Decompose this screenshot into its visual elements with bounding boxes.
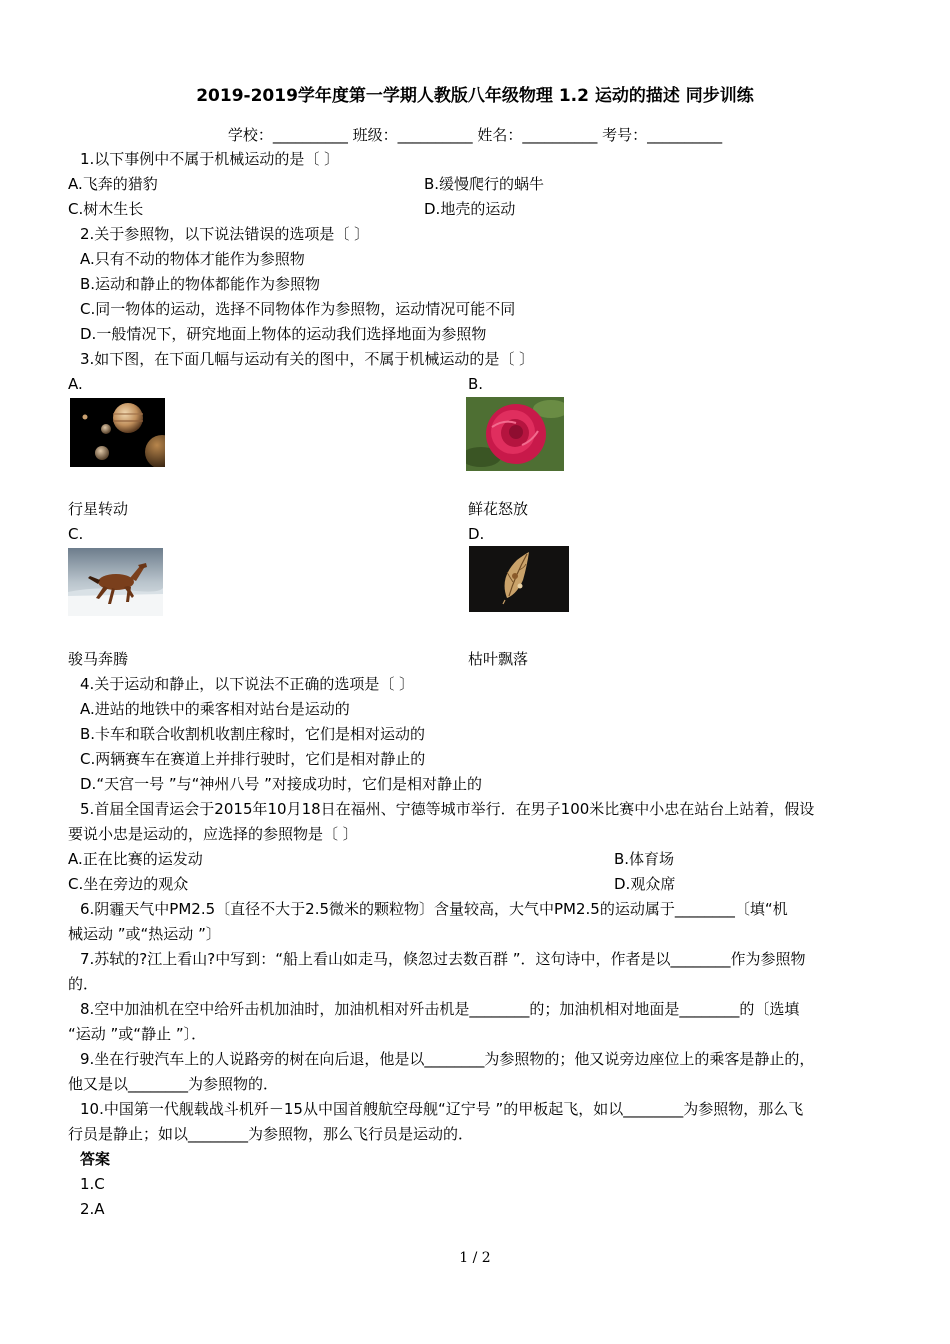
answer-1: 1.C (80, 1175, 105, 1193)
page-title: 2019-2019学年度第一学期人教版八年级物理 1.2 运动的描述 同步训练 (196, 86, 754, 106)
q5-option-a: A.正在比赛的运发动 (68, 850, 203, 868)
q5-stem-line1: 5.首届全国青运会于2015年10月18日在福州、宁德等城市举行．在男子100米比赛中小忠在站台上站着，假设 (80, 800, 815, 818)
q8-line2: “运动 ”或“静止 ”〕． (68, 1025, 207, 1043)
page-number: 1 / 2 (459, 1250, 491, 1266)
q5-option-d: D.观众席 (614, 875, 676, 893)
q3-caption-a: 行星转动 (68, 500, 129, 518)
horse-image (68, 548, 163, 616)
q3-option-c-letter: C. (68, 525, 84, 543)
q2-stem: 2.关于参照物，以下说法错误的选项是〔 〕 (80, 225, 370, 243)
q9-line2: 他又是以________为参照物的． (68, 1075, 279, 1093)
q3-option-d-letter: D. (468, 525, 485, 543)
q6-line1: 6.阴霾天气中PM2.5〔直径不大于2.5微米的颗粒物〕含量较高，大气中PM2.5的运动属于________〔填“机 (80, 900, 788, 918)
q10-line2: 行员是静止；如以________为参照物，那么飞行员是运动的． (68, 1125, 474, 1143)
q3-caption-b: 鲜花怒放 (468, 500, 529, 518)
q3-caption-c: 骏马奔腾 (68, 650, 129, 668)
q7-line2: 的． (68, 975, 99, 993)
q6-line2: 械运动 ”或“热运动 ”〕 (68, 925, 221, 943)
q5-option-b: B.体育场 (614, 850, 675, 868)
q4-option-c: C.两辆赛车在赛道上并排行驶时，它们是相对静止的 (80, 750, 426, 768)
answer-2: 2.A (80, 1200, 105, 1218)
q7-line1: 7.苏轼的?江上看山?中写到：“船上看山如走马，倏忽过去数百群 ”．这句诗中，作者是以________作为参照物 (80, 950, 806, 968)
q3-option-a-letter: A. (68, 375, 83, 393)
q1-option-c: C.树木生长 (68, 200, 144, 218)
q2-option-c: C.同一物体的运动，选择不同物体作为参照物，运动情况可能不同 (80, 300, 516, 318)
q5-stem-line2: 要说小忠是运动的，应选择的参照物是〔 〕 (68, 825, 358, 843)
q4-option-b: B.卡车和联合收割机收割庄稼时，它们是相对运动的 (80, 725, 426, 743)
q5-option-c: C.坐在旁边的观众 (68, 875, 189, 893)
q1-option-d: D.地壳的运动 (424, 200, 516, 218)
q3-caption-d: 枯叶飘落 (468, 650, 529, 668)
q8-line1: 8.空中加油机在空中给歼击机加油时，加油机相对歼击机是________的；加油机相对地面是________的〔选填 (80, 1000, 800, 1018)
falling-leaf-image (469, 546, 569, 612)
q3-option-b-letter: B. (468, 375, 484, 393)
q1-option-b: B.缓慢爬行的蜗牛 (424, 175, 545, 193)
rose-image (466, 397, 564, 471)
q10-line1: 10.中国第一代舰载战斗机歼－15从中国首艘航空母舰“辽宁号 ”的甲板起飞，如以________为参照物，那么飞 (80, 1100, 804, 1118)
q4-option-a: A.进站的地铁中的乘客相对站台是运动的 (80, 700, 350, 718)
q9-line1: 9.坐在行驶汽车上的人说路旁的树在向后退，他是以________为参照物的；他又说旁边座位上的乘客是静止的， (80, 1050, 815, 1068)
q4-option-d: D.“天宫一号 ”与“神州八号 ”对接成功时，它们是相对静止的 (80, 775, 482, 793)
q1-stem: 1.以下事例中不属于机械运动的是〔 〕 (80, 150, 340, 168)
q2-option-b: B.运动和静止的物体都能作为参照物 (80, 275, 321, 293)
q4-stem: 4.关于运动和静止，以下说法不正确的选项是〔 〕 (80, 675, 415, 693)
q1-option-a: A.飞奔的猎豹 (68, 175, 158, 193)
q2-option-a: A.只有不动的物体才能作为参照物 (80, 250, 305, 268)
planets-image (70, 398, 165, 467)
student-info-line: 学校：__________ 班级：__________ 姓名：__________ 考号：__________ (227, 126, 723, 144)
q2-option-d: D.一般情况下，研究地面上物体的运动我们选择地面为参照物 (80, 325, 487, 343)
q3-stem: 3.如下图，在下面几幅与运动有关的图中，不属于机械运动的是〔 〕 (80, 350, 535, 368)
answers-heading: 答案 (80, 1150, 111, 1168)
